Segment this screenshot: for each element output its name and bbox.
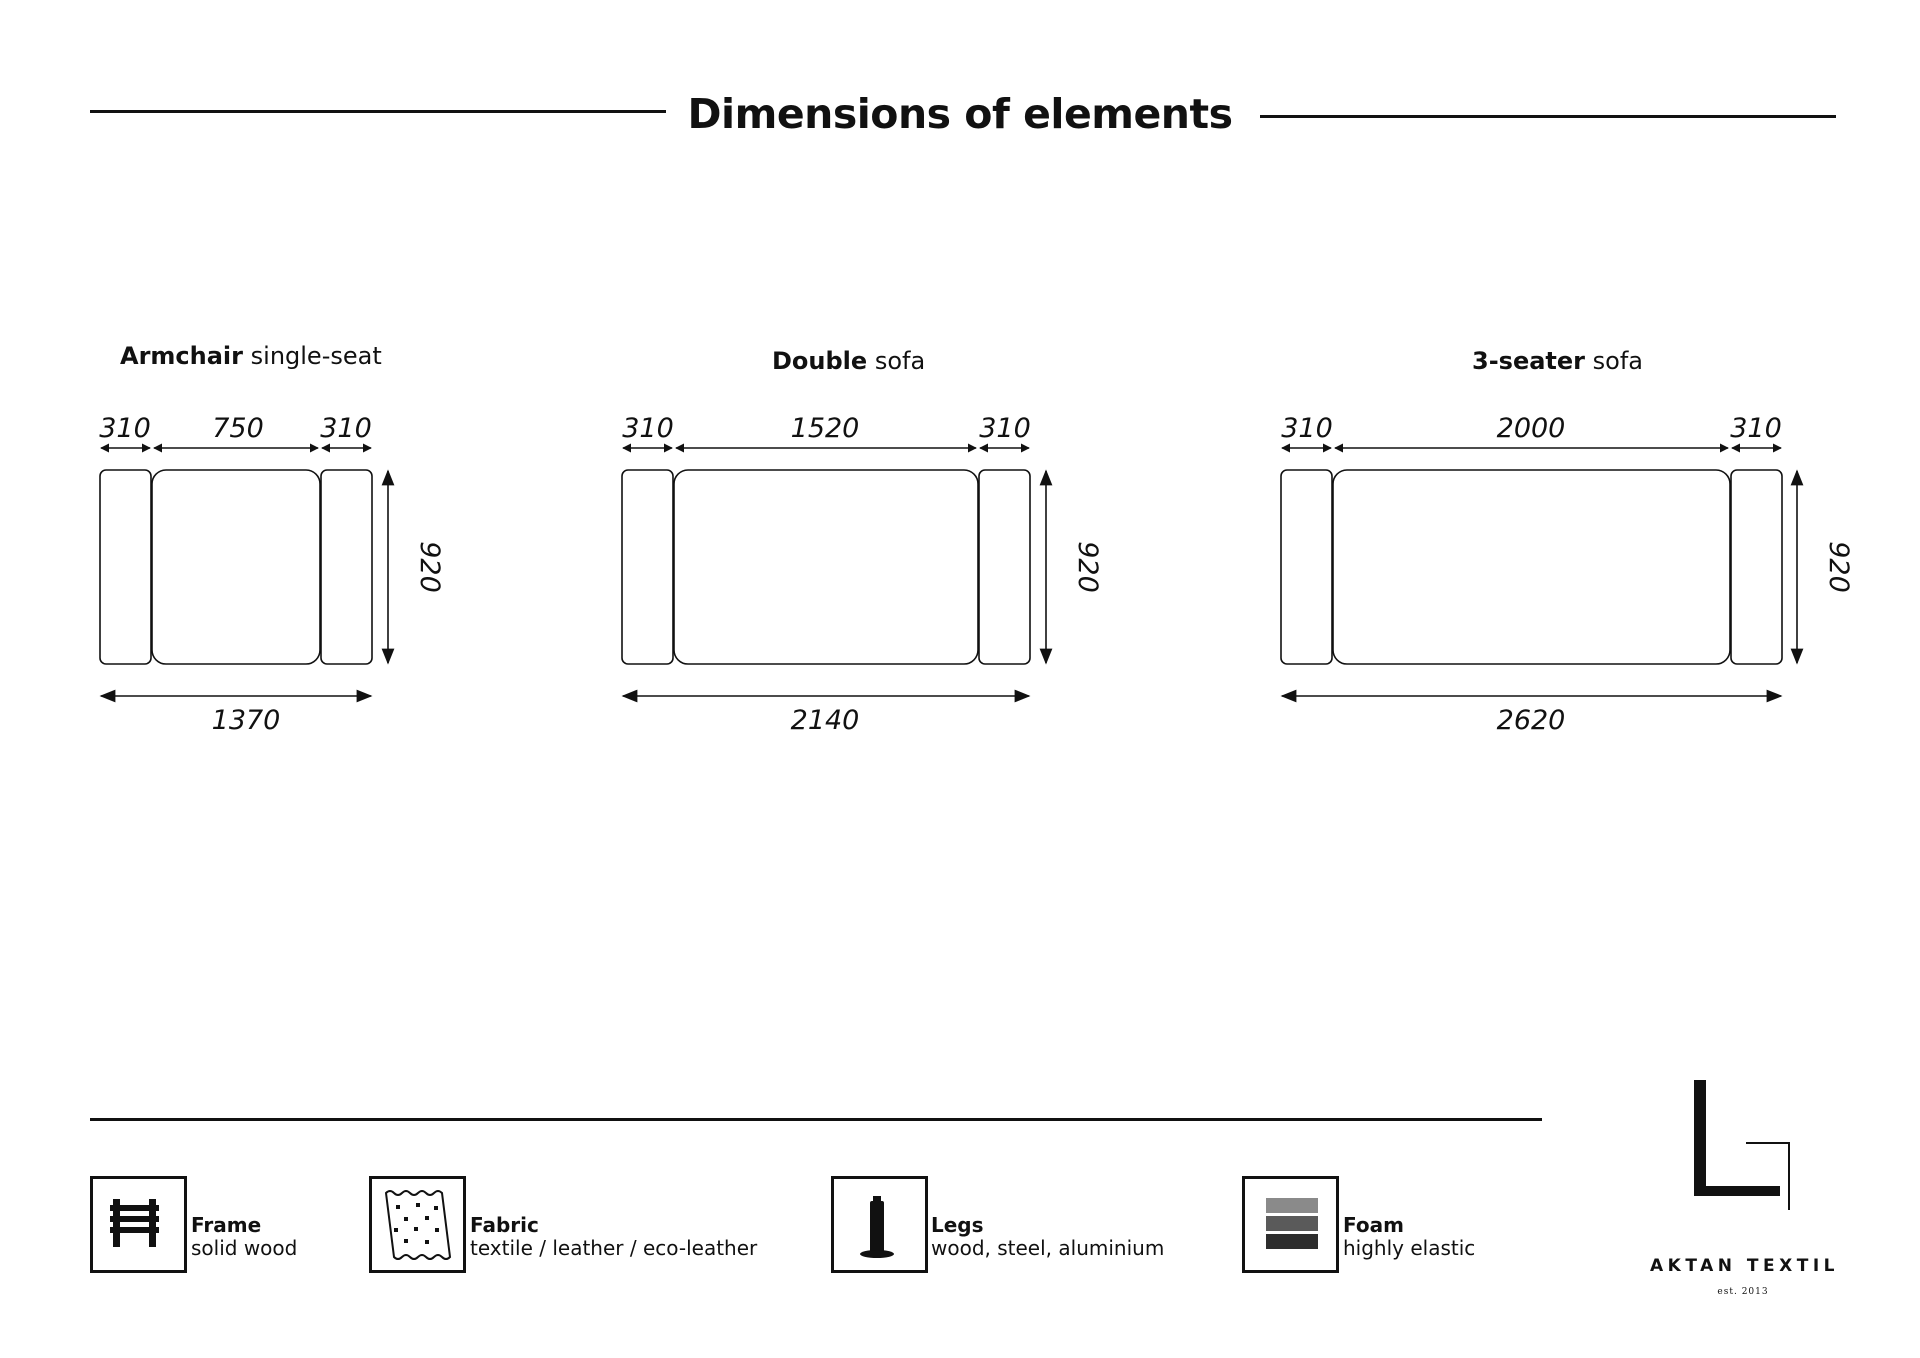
double-sofa-depth-label: 920	[1072, 541, 1103, 593]
legs-legend-box	[831, 1176, 928, 1273]
three-seater-title-regular: sofa	[1592, 347, 1643, 375]
legs-legend-text	[931, 1214, 1164, 1260]
foam-legend-title: Foam	[1343, 1213, 1404, 1237]
three-seater-right-arm	[1731, 470, 1782, 664]
frame-legend-box	[90, 1176, 187, 1273]
foam-legend-text	[1343, 1214, 1475, 1260]
armchair-right-arm-label: 310	[320, 413, 372, 444]
brand-name: AKTAN TEXTIL	[1650, 1256, 1839, 1276]
footer-rule	[90, 1118, 1542, 1121]
frame-legend-text	[191, 1214, 297, 1260]
three-seater-left-arm	[1281, 470, 1332, 664]
armchair-left-arm-label: 310	[99, 413, 151, 444]
foam-icon	[1245, 1179, 1336, 1270]
fabric-legend-text	[470, 1214, 757, 1260]
three-seater-seat-label: 2000	[1496, 413, 1566, 444]
double-sofa-title-regular: sofa	[874, 347, 926, 375]
fabric-legend-subtitle: textile / leather / eco-leather	[470, 1236, 758, 1260]
double-sofa-total-label: 2140	[790, 705, 860, 736]
brand-logo-icon	[1680, 1078, 1800, 1218]
three-seater-left-arm-label: 310	[1281, 413, 1333, 444]
double-sofa-right-arm	[979, 470, 1030, 664]
three-seater-total-label: 2620	[1496, 705, 1566, 736]
fabric-icon	[372, 1179, 463, 1270]
legs-legend-subtitle: wood, steel, aluminium	[931, 1236, 1165, 1260]
foam-legend-box	[1242, 1176, 1339, 1273]
double-sofa-right-arm-label: 310	[979, 413, 1031, 444]
brand-est: est. 2013	[1717, 1287, 1769, 1297]
double-sofa-left-arm	[622, 470, 673, 664]
armchair-seat-label: 750	[212, 413, 264, 444]
three-seater-title-bold: 3-seater	[1472, 347, 1586, 375]
frame-icon	[93, 1179, 184, 1270]
frame-legend-subtitle: solid wood	[191, 1236, 298, 1260]
three-seater-diagram	[1281, 413, 1854, 736]
armchair-total-label: 1370	[211, 705, 281, 736]
legs-icon	[834, 1179, 925, 1270]
foam-legend-subtitle: highly elastic	[1343, 1236, 1476, 1260]
three-seater-seat	[1333, 470, 1730, 664]
double-sofa-diagram	[622, 413, 1103, 736]
frame-legend-title: Frame	[191, 1213, 262, 1237]
fabric-legend-title: Fabric	[470, 1213, 539, 1237]
armchair-diagram	[99, 413, 445, 736]
fabric-legend-box	[369, 1176, 466, 1273]
double-sofa-seat-label: 1520	[790, 413, 860, 444]
armchair-left-arm	[100, 470, 151, 664]
legs-legend-title: Legs	[931, 1213, 984, 1237]
armchair-depth-label: 920	[414, 541, 445, 593]
armchair-seat	[152, 470, 320, 664]
double-sofa-seat	[674, 470, 978, 664]
page-title: Dimensions of elements	[687, 90, 1233, 138]
three-seater-right-arm-label: 310	[1730, 413, 1782, 444]
armchair-title-bold: Armchair	[120, 342, 243, 370]
three-seater-depth-label: 920	[1823, 541, 1854, 593]
armchair-right-arm	[321, 470, 372, 664]
armchair-title-regular: single-seat	[250, 342, 382, 370]
double-sofa-title-bold: Double	[772, 347, 868, 375]
double-sofa-left-arm-label: 310	[622, 413, 674, 444]
